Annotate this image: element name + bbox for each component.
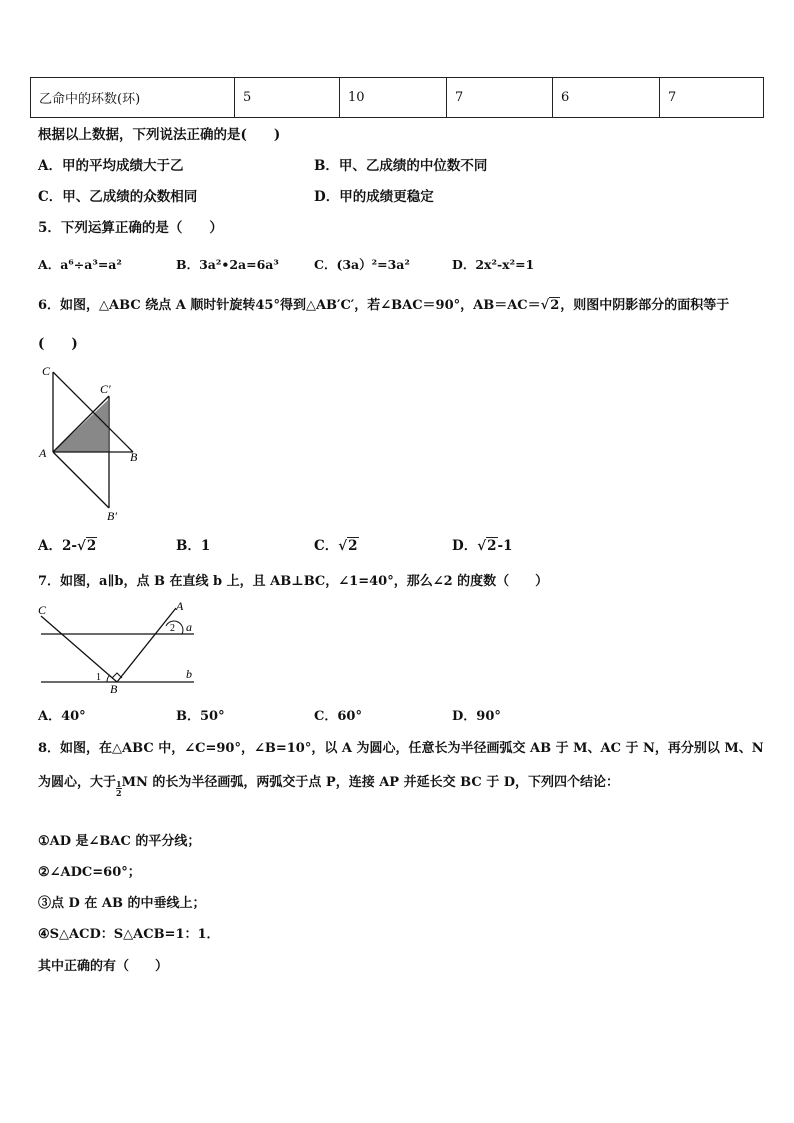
q8-conclusion-3: ③点 D 在 AB 的中垂线上； xyxy=(38,896,206,911)
sqrt-symbol: √2 xyxy=(76,538,97,554)
label-angle-2: 2 xyxy=(170,623,175,634)
q5-stem: 5．下列运算正确的是（ ） xyxy=(38,220,223,236)
label-b-prime: B′ xyxy=(107,509,117,523)
q6-option-c: C．√2 xyxy=(314,538,358,554)
label-a: A xyxy=(39,446,47,460)
label-b: B xyxy=(110,682,118,696)
label-c-prime: C′ xyxy=(100,382,111,396)
q7-option-d: D．90° xyxy=(452,709,501,724)
q4-option-d: D．甲的成绩更稳定 xyxy=(314,189,434,205)
q7-option-a: A．40° xyxy=(38,709,86,724)
label-line-b: b xyxy=(186,667,192,681)
q5-option-a: A．a⁶÷a³=a² xyxy=(38,257,122,272)
label-c: C xyxy=(38,603,47,617)
q4-option-a: A．甲的平均成绩大于乙 xyxy=(38,158,184,174)
table-cell: 10 xyxy=(340,78,447,118)
q8-conclusion-4: ④S△ACD：S△ACB=1：1． xyxy=(38,927,220,942)
label-c: C xyxy=(42,364,51,378)
q4-option-b: B．甲、乙成绩的中位数不同 xyxy=(314,158,488,174)
label-a-point: A xyxy=(176,599,184,613)
q5-option-c: C．(3a）²=3a² xyxy=(314,257,410,272)
q6-stem-line2: ( ) xyxy=(38,336,78,352)
table-cell: 5 xyxy=(235,78,340,118)
q8-conclusion-2: ②∠ADC=60°； xyxy=(38,865,141,880)
table-row-label: 乙命中的环数(环) xyxy=(31,78,235,118)
label-angle-1: 1 xyxy=(96,672,101,683)
q6-option-a: A．2-√2 xyxy=(38,538,97,554)
q5-option-b: B．3a²•2a=6a³ xyxy=(176,257,279,272)
q6-option-b: B．1 xyxy=(176,538,211,554)
label-line-a: a xyxy=(186,620,192,634)
q5-option-d: D．2x²-x²=1 xyxy=(452,257,535,272)
q7-option-c: C．60° xyxy=(314,709,362,724)
q8-line2: 为圆心，大于 $\frac{1}{2}$ MN 的长为半径画弧，两弧交于点 P，连接 AP 并延长交 BC 于 D，下列四个结论： xyxy=(38,775,620,798)
score-table xyxy=(30,77,764,118)
segment-cb xyxy=(41,616,117,682)
table-cell: 7 xyxy=(660,78,764,118)
q7-option-b: B．50° xyxy=(176,709,225,724)
q6-figure xyxy=(36,360,156,525)
q7-stem: 7．如图，a∥b，点 B 在直线 b 上，且 AB⊥BC，∠1=40°，那么∠2 的度数（ ） xyxy=(38,574,549,589)
fraction-one-half: $\frac{1}{2}$ xyxy=(116,779,122,798)
q4-option-c: C．甲、乙成绩的众数相同 xyxy=(38,189,198,205)
q6-stem-part1: 6．如图，△ABC 绕点 A 顺时针旋转45°得到△AB′C′，若∠BAC＝90°，AB＝AC＝ xyxy=(38,298,541,313)
q7-figure xyxy=(36,598,201,694)
segment-ab-prime xyxy=(53,452,109,508)
table-cell: 7 xyxy=(447,78,553,118)
sqrt-symbol: √2 xyxy=(338,538,358,554)
q6-stem xyxy=(38,298,729,314)
q6-option-d: D．√2-1 xyxy=(452,538,513,554)
table-cell: 6 xyxy=(553,78,660,118)
table-row xyxy=(31,78,764,118)
segment-ba xyxy=(117,608,176,682)
label-b: B xyxy=(130,450,138,464)
q6-stem-part2: ，则图中阴影部分的面积等于 xyxy=(560,298,730,313)
q8-conclusion-1: ①AD 是∠BAC 的平分线； xyxy=(38,834,201,849)
q8-line1: 8．如图，在△ABC 中，∠C=90°，∠B=10°，以 A 为圆心，任意长为半径画弧交 AB 于 M、AC 于 N，再分别以 M、N xyxy=(38,741,764,756)
angle-1-arc xyxy=(107,675,110,682)
q8-closing: 其中正确的有（ ） xyxy=(38,959,169,974)
sqrt-symbol: √2 xyxy=(477,538,497,554)
sqrt-symbol: √2 xyxy=(540,298,560,313)
q4-stem: 根据以上数据，下列说法正确的是( ) xyxy=(38,127,281,143)
